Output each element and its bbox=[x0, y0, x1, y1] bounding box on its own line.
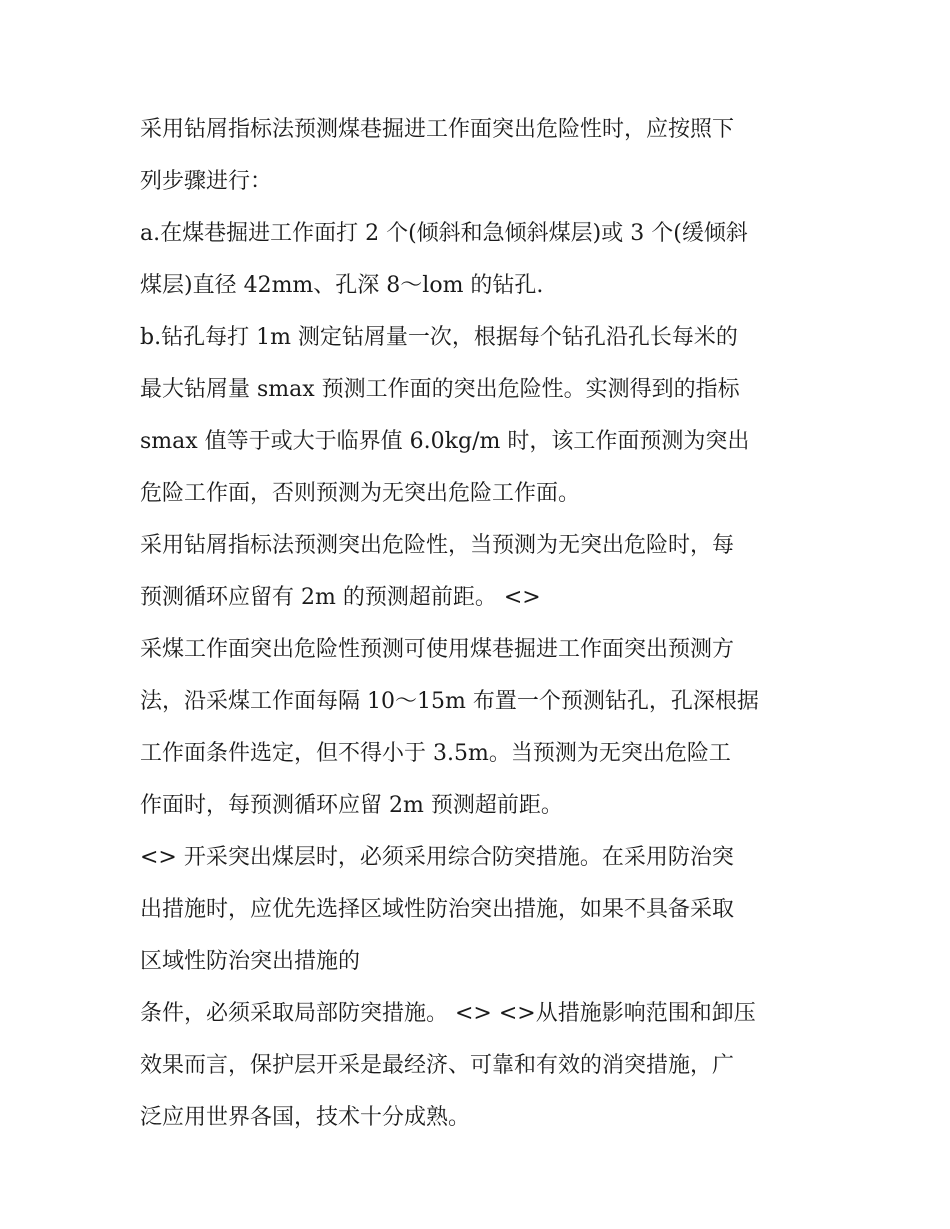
text-line: 区域性防治突出措施的 bbox=[140, 949, 361, 974]
text-line: 效果而言，保护层开采是最经济、可靠和有效的消突措施，广 bbox=[140, 1053, 735, 1078]
text-line: 列步骤进行： bbox=[140, 169, 273, 194]
text-line: 出措施时，应优先选择区域性防治突出措施，如果不具备采取 bbox=[140, 897, 735, 922]
text-line: smax 值等于或大于临界值 6.0kg/m 时，该工作面预测为突出 bbox=[140, 429, 750, 454]
text-line: 采用钻屑指标法预测突出危险性，当预测为无突出危险时，每 bbox=[140, 533, 735, 558]
text-line: 条件，必须采取局部防突措施。 <> <>从措施影响范围和卸压 bbox=[140, 1001, 756, 1026]
text-line: 法，沿采煤工作面每隔 10～15m 布置一个预测钻孔，孔深根据 bbox=[140, 689, 759, 714]
text-line: 泛应用世界各国，技术十分成熟。 bbox=[140, 1105, 471, 1130]
text-line: 作面时，每预测循环应留 2m 预测超前距。 bbox=[140, 793, 563, 818]
text-line: 最大钻屑量 smax 预测工作面的突出危险性。实测得到的指标 bbox=[140, 377, 740, 402]
document-body bbox=[140, 104, 815, 1144]
text-line: b.钻孔每打 1m 测定钻屑量一次，根据每个钻孔沿孔长每米的 bbox=[140, 325, 738, 350]
text-line: 采煤工作面突出危险性预测可使用煤巷掘进工作面突出预测方 bbox=[140, 637, 735, 662]
text-line: <> 开采突出煤层时，必须采用综合防突措施。在采用防治突 bbox=[140, 845, 734, 870]
text-line: 预测循环应留有 2m 的预测超前距。 <> bbox=[140, 585, 541, 610]
text-line: a.在煤巷掘进工作面打 2 个(倾斜和急倾斜煤层)或 3 个(缓倾斜 bbox=[140, 221, 748, 246]
text-line: 煤层)直径 42mm、孔深 8～lom 的钻孔. bbox=[140, 273, 544, 298]
text-line: 工作面条件选定，但不得小于 3.5m。当预测为无突出危险工 bbox=[140, 741, 731, 766]
text-line: 采用钻屑指标法预测煤巷掘进工作面突出危险性时，应按照下 bbox=[140, 117, 735, 142]
text-line: 危险工作面，否则预测为无突出危险工作面。 bbox=[140, 481, 581, 506]
